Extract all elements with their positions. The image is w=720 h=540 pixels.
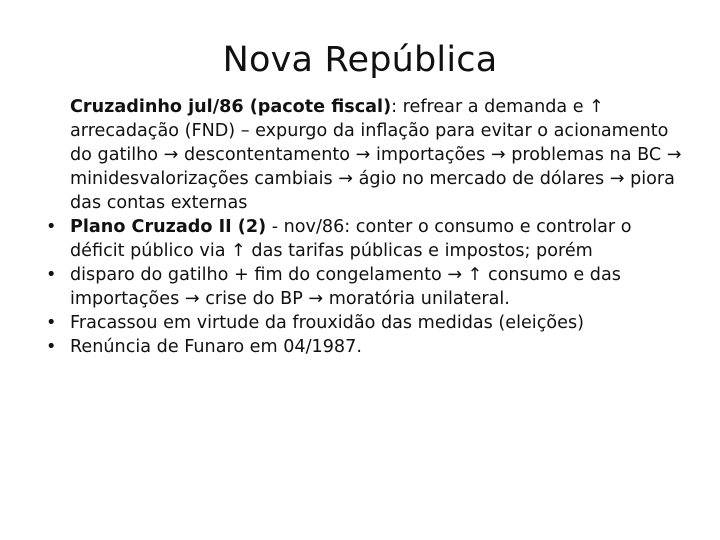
bullet-marker: •: [46, 313, 57, 333]
bullet-list: [46, 95, 686, 359]
bullet-item-heading: Cruzadinho jul/86 (pacote fiscal): [70, 97, 392, 117]
bullet-marker: •: [46, 265, 57, 285]
bullet-item-fracassou: [46, 311, 686, 335]
bullet-item-text: Renúncia de Funaro em 04/1987.: [70, 337, 362, 357]
bullet-item-cruzadinho: [46, 95, 686, 215]
bullet-item-heading: Plano Cruzado II (2): [70, 217, 267, 237]
bullet-marker: •: [46, 217, 57, 237]
slide-title: Nova República: [222, 40, 498, 80]
bullet-item-text: disparo do gatilho + fim do congelamento → ↑ consumo e das importações → crise do BP → moratória unilateral.: [70, 265, 621, 309]
bullet-item-cruzado-ii: [46, 215, 686, 263]
bullet-item-renuncia: [46, 335, 686, 359]
bullet-item-text: Fracassou em virtude da frouxidão das medidas (eleições): [70, 313, 584, 333]
bullet-marker: •: [46, 337, 57, 357]
bullet-item-text: : refrear a demanda e ↑ arrecadação (FND) – expurgo da inflação para evitar o acionamento do gatilho → descontentamento → importações → problemas na BC → minidesvalorizações cambiais → ágio no mercado de dólares → piora das contas externas: [70, 97, 682, 213]
bullet-item-disparo: [46, 263, 686, 311]
bullet-item-text: - nov/86: conter o consumo e controlar o déficit público via ↑ das tarifas públicas e impostos; porém: [70, 217, 632, 261]
